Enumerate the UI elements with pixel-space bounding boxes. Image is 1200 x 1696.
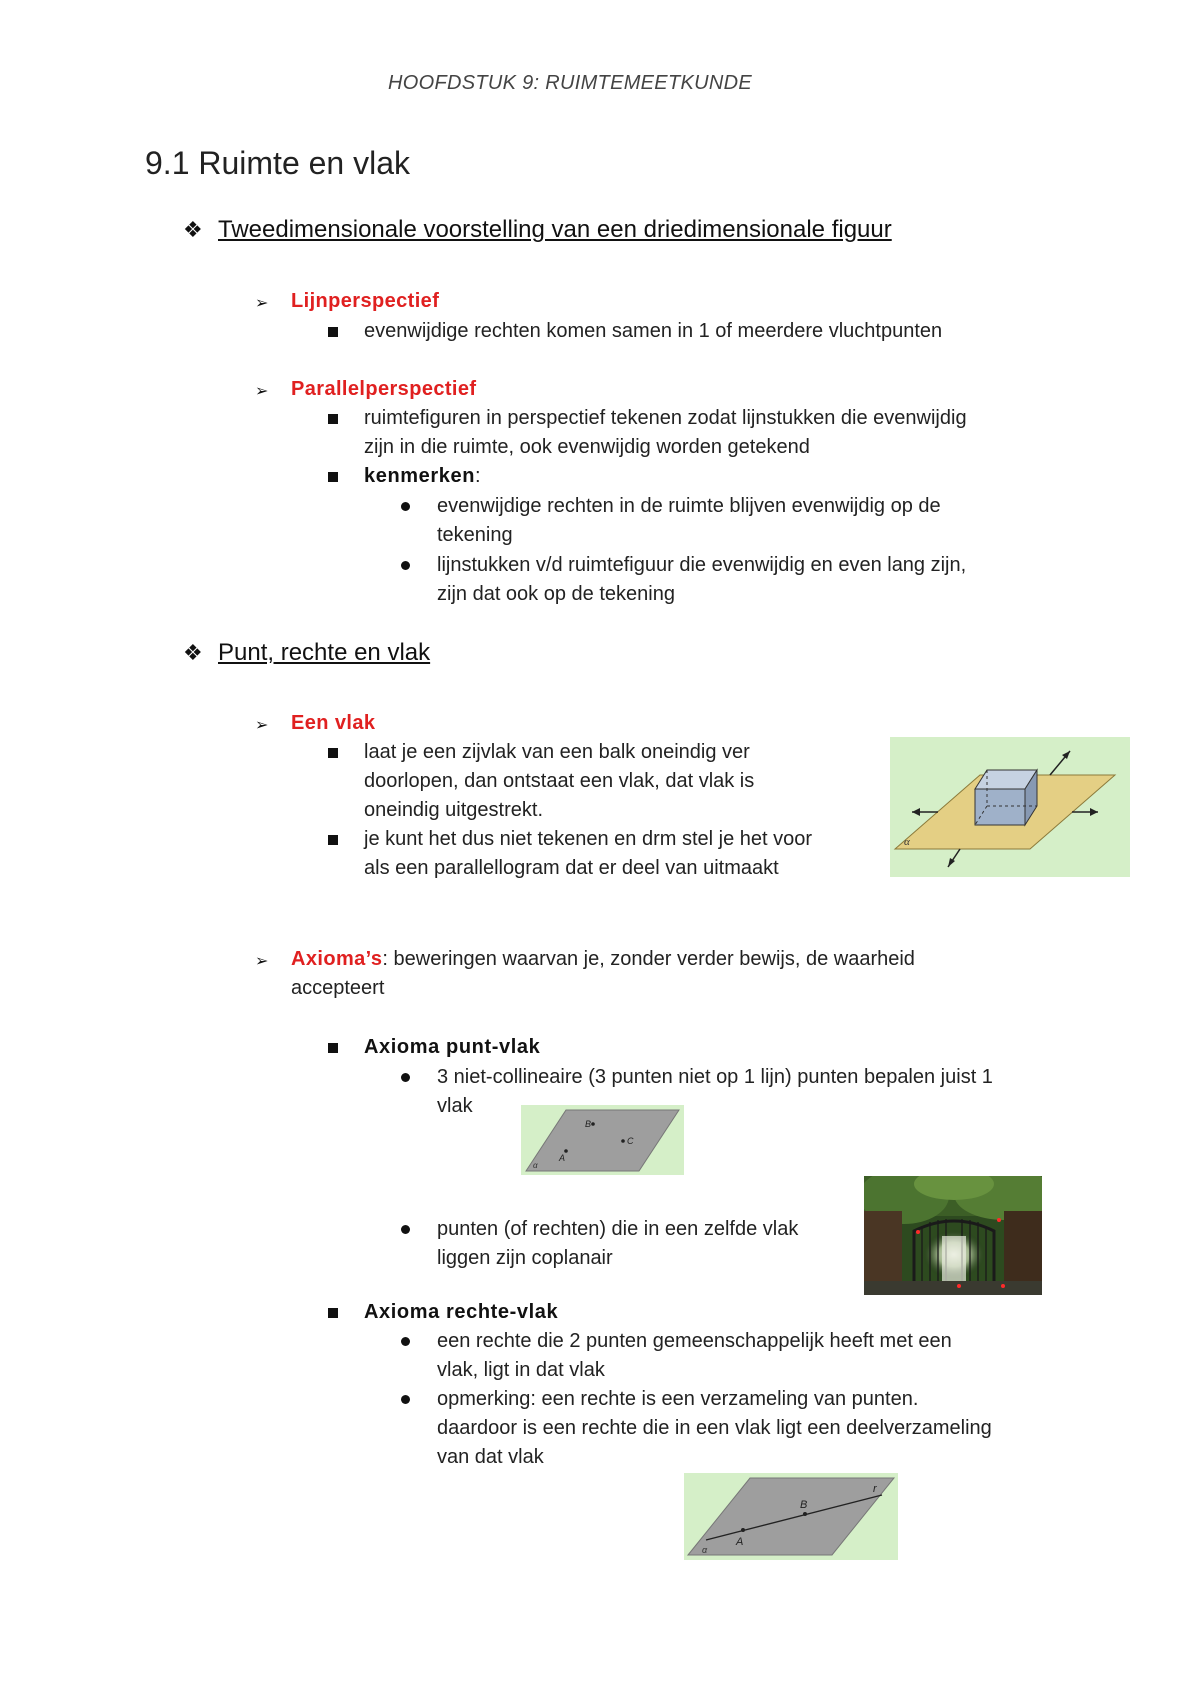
bullet-text: van dat vlak: [437, 1446, 544, 1468]
dot-bullet-icon: [401, 1073, 410, 1082]
alpha-label: α: [702, 1545, 708, 1555]
plane-with-box-figure: [890, 737, 1130, 877]
point-b-label: B: [585, 1119, 592, 1129]
axioma-punt-vlak-title: Axioma punt-vlak: [364, 1036, 541, 1058]
arrow-bullet-icon: ➢: [255, 953, 269, 970]
bullet-text: 3 niet-collineaire (3 punten niet op 1 lijn) punten bepalen juist 1: [437, 1066, 993, 1088]
bullet-text: zijn in die ruimte, ook evenwijdig worden getekend: [364, 436, 810, 458]
diamond-bullet-icon: ❖: [183, 217, 203, 242]
term-axiomas: Axioma’s: [291, 948, 383, 970]
bullet-text: ruimtefiguren in perspectief tekenen zodat lijnstukken die evenwijdig: [364, 407, 967, 429]
line-r-label: r: [873, 1483, 877, 1495]
kenmerken-label: kenmerken:: [364, 465, 481, 487]
diamond-bullet-icon: ❖: [183, 640, 203, 665]
bullet-text: opmerking: een rechte is een verzameling van punten.: [437, 1388, 919, 1410]
square-bullet-icon: [328, 1308, 338, 1318]
subsection-heading-1: Tweedimensionale voorstelling van een driedimensionale figuur: [218, 216, 892, 243]
bullet-text: vlak: [437, 1095, 473, 1117]
square-bullet-icon: [328, 472, 338, 482]
point-a-label: A: [559, 1153, 566, 1163]
term-parallelperspectief: Parallelperspectief: [291, 378, 477, 400]
bullet-text: liggen zijn coplanair: [437, 1247, 613, 1269]
dot-bullet-icon: [401, 1337, 410, 1346]
arrow-bullet-icon: ➢: [255, 383, 269, 400]
square-bullet-icon: [328, 327, 338, 337]
bullet-text: als een parallellogram dat er deel van uitmaakt: [364, 857, 779, 879]
alpha-label: α: [904, 836, 910, 848]
plane-line-drawing: [684, 1473, 898, 1560]
square-bullet-icon: [328, 835, 338, 845]
point-b-label: B: [800, 1499, 808, 1511]
square-bullet-icon: [328, 748, 338, 758]
bullet-text: evenwijdige rechten komen samen in 1 of meerdere vluchtpunten: [364, 320, 943, 342]
bullet-text: lijnstukken v/d ruimtefiguur die evenwijdig en even lang zijn,: [437, 554, 967, 576]
bullet-text: evenwijdige rechten in de ruimte blijven evenwijdig op de: [437, 495, 941, 517]
bullet-text: punten (of rechten) die in een zelfde vlak: [437, 1218, 799, 1240]
subsection-heading-2: Punt, rechte en vlak: [218, 639, 431, 666]
plane-three-points-drawing: [521, 1105, 684, 1175]
plane-three-points-figure: [521, 1105, 684, 1175]
bullet-text: tekening: [437, 524, 513, 546]
term-een-vlak: Een vlak: [291, 712, 376, 734]
section-title: 9.1 Ruimte en vlak: [145, 145, 411, 181]
bullet-text: doorlopen, dan ontstaat een vlak, dat vlak is: [364, 770, 755, 792]
page-header: HOOFDSTUK 9: RUIMTEMEETKUNDE: [388, 72, 752, 94]
garden-gate-drawing: [864, 1176, 1042, 1295]
dot-bullet-icon: [401, 1395, 410, 1404]
point-c-label: C: [627, 1136, 634, 1146]
bullet-text: laat je een zijvlak van een balk oneindig ver: [364, 741, 750, 763]
term-lijnperspectief: Lijnperspectief: [291, 290, 440, 312]
axiomas-line: Axioma’s: beweringen waarvan je, zonder verder bewijs, de waarheid: [291, 948, 915, 970]
bullet-text: vlak, ligt in dat vlak: [437, 1359, 605, 1381]
arrow-bullet-icon: ➢: [255, 717, 269, 734]
garden-gate-photo: [864, 1176, 1042, 1295]
plane-with-box-drawing: [890, 737, 1130, 877]
square-bullet-icon: [328, 1043, 338, 1053]
bullet-text: zijn dat ook op de tekening: [437, 583, 675, 605]
bullet-text: oneindig uitgestrekt.: [364, 799, 544, 821]
bullet-text: daardoor is een rechte die in een vlak ligt een deelverzameling: [437, 1417, 992, 1439]
bullet-text: een rechte die 2 punten gemeenschappelijk heeft met een: [437, 1330, 952, 1352]
dot-bullet-icon: [401, 502, 410, 511]
point-a-label: A: [736, 1536, 744, 1548]
axioma-rechte-vlak-title: Axioma rechte-vlak: [364, 1301, 559, 1323]
dot-bullet-icon: [401, 1225, 410, 1234]
arrow-bullet-icon: ➢: [255, 295, 269, 312]
alpha-label: α: [533, 1161, 538, 1170]
plane-line-figure: [684, 1473, 898, 1560]
dot-bullet-icon: [401, 561, 410, 570]
bullet-text: accepteert: [291, 977, 385, 999]
bullet-text: je kunt het dus niet tekenen en drm stel je het voor: [364, 828, 813, 850]
square-bullet-icon: [328, 414, 338, 424]
